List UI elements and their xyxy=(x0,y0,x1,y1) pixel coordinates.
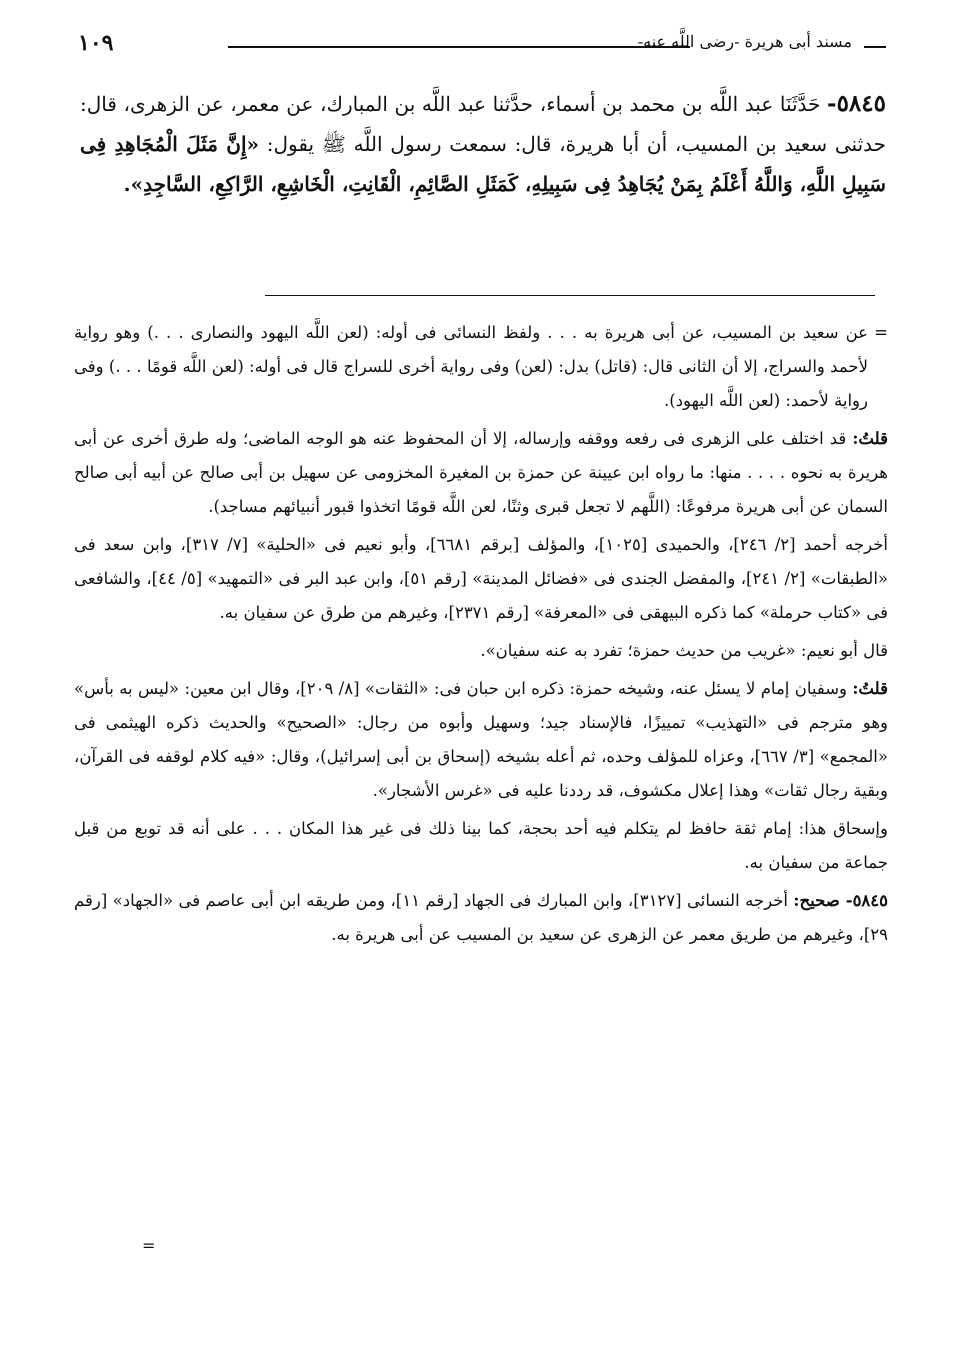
footnotes xyxy=(74,316,888,952)
footnote-paragraph xyxy=(74,672,888,808)
footnote-continuation xyxy=(74,316,888,418)
footnote-paragraph: أخرجه أحمد [٢/ ٢٤٦]، والحميدى [١٠٢٥]، والمؤلف [برقم ٦٦٨١]، وأبو نعيم فى «الحلية» [٧/ ٣١٧]، وابن سعد فى «الطبقات» [٢/ ٢٤١]، والمفضل الجندى فى «فضائل المدينة» [رقم ٥١]، وابن عبد البر فى «التمهيد» [٥/ ٤٤]، والشافعى فى «كتاب حرملة» كما ذكره البيهقى فى «المعرفة» [رقم ٢٣٧١]، وغيرهم من طرق عن سفيان به. xyxy=(74,535,889,622)
footnote-separator xyxy=(265,295,875,296)
continuation-mark: = xyxy=(874,323,888,342)
hadith-grade-label: ٥٨٤٥- صحيح: xyxy=(793,891,889,910)
page-number: ١٠٩ xyxy=(78,30,114,56)
footnote-text: أخرجه النسائى [٣١٢٧]، وابن المبارك فى الجهاد [رقم ١١]، ومن طريقه ابن أبى عاصم فى «الجهاد» [رقم ٢٩]، وغيرهم من طريق معمر عن الزهرى عن سعيد بن المسيب عن أبى هريرة به. xyxy=(74,891,888,944)
hadith-paragraph xyxy=(80,84,886,204)
header-rule-left xyxy=(228,46,690,48)
hadith-matn: «إِنَّ مَثَلَ الْمُجَاهِدِ فِى سَبِيلِ اللَّهِ، وَاللَّهُ أَعْلَمُ بِمَنْ يُجَاهِدُ فِى سَبِيلِهِ، كَمَثَلِ الصَّائِمِ، الْقَانِتِ، الْخَاشِعِ، الرَّاكِعِ، السَّاجِدِ». xyxy=(80,132,886,196)
hadith-text xyxy=(80,84,886,204)
running-header xyxy=(78,28,886,62)
running-title: مسند أبى هريرة -رضى اللَّه عنه- xyxy=(637,32,852,51)
qultu-label: قلتُ: xyxy=(852,679,888,698)
continuation-mark: = xyxy=(142,1236,156,1255)
footnote-paragraph xyxy=(74,884,888,952)
hadith-number: ٥٨٤٥- xyxy=(827,90,886,117)
footnote-paragraph: وإسحاق هذا: إمام ثقة حافظ لم يتكلم فيه أحد بحجة، كما بينا ذلك فى غير هذا المكان . . . على أنه قد توبع من قبل جماعة من سفيان به. xyxy=(74,819,888,872)
hadith-chain: حَدَّثَنَا عبد اللَّه بن محمد بن أسماء، حدَّثنا عبد اللَّه بن المبارك، عن معمر، عن الزهرى، قال: حدثنى سعيد بن المسيب، أن أبا هريرة، قال: سمعت رسول اللَّه ﷺ يقول: xyxy=(80,92,886,156)
header-rule-right xyxy=(864,46,886,48)
footnote-text: عن سعيد بن المسيب، عن أبى هريرة به . . . ولفظ النسائى فى أوله: (لعن اللَّه اليهود والنصارى . . .) وهو رواية لأحمد والسراج، إلا أن الثانى قال: (قاتل) بدل: (لعن) وفى رواية أخرى للسراج قال فى أوله: (لعن اللَّه قومًا . . .) وفى رواية لأحمد: (لعن اللَّه اليهود). xyxy=(74,323,868,410)
footnote-text: قد اختلف على الزهرى فى رفعه ووقفه وإرساله، إلا أن المحفوظ عنه هو الوجه الماضى؛ وله طرق أخرى عن أبى هريرة به نحوه . . . . منها: ما رواه ابن عيينة عن حمزة بن المغيرة المخزومى عن سهيل بن أبى صالح عن أبيه أبى صالح السمان عن أبى هريرة مرفوعًا: (اللَّهم لا تجعل قبرى وثنًا، لعن اللَّه قومًا اتخذوا قبور أنبيائهم مساجد). xyxy=(74,429,888,516)
footnote-paragraph xyxy=(74,422,888,524)
footnote-text: وسفيان إمام لا يسئل عنه، وشيخه حمزة: ذكره ابن حبان فى: «الثقات» [٨/ ٢٠٩]، وقال ابن معين: «ليس به بأس» وهو مترجم فى «التهذيب» تمييزًا، فالإسناد جيد؛ وسهيل وأبوه من رجال: «الصحيح» والحديث ذكره الهيثمى فى «المجمع» [٣/ ٦٦٧]، وعزاه للمؤلف وحده، ثم أعله بشيخه (إسحاق بن أبى إسرائيل)، وقال: «فيه كلام لوقفه فى القرآن، وبقية رجال ثقات» وهذا إعلال مكشوف، قد رددنا عليه فى «غرس الأشجار». xyxy=(74,679,888,800)
qultu-label: قلتُ: xyxy=(852,429,888,448)
footnote-paragraph: قال أبو نعيم: «غريب من حديث حمزة؛ تفرد به عنه سفيان». xyxy=(480,641,888,660)
